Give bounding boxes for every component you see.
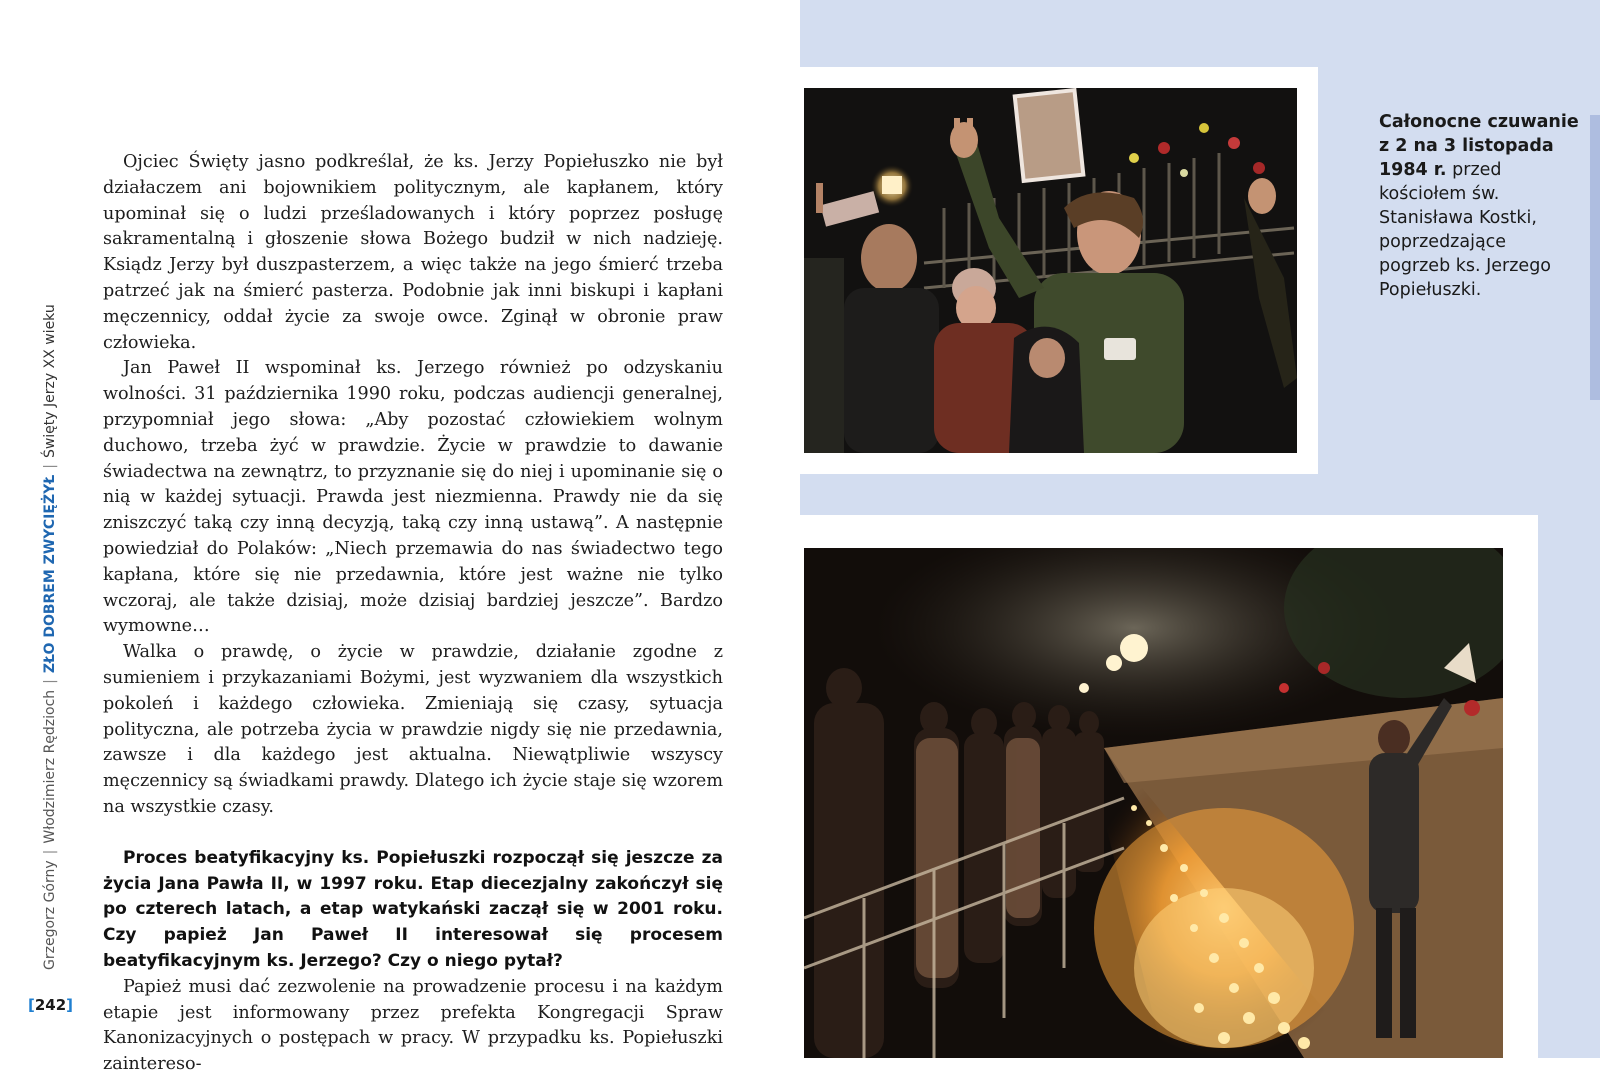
page-number — [28, 996, 73, 1014]
article-body — [103, 150, 723, 1078]
caption-bold: Całonocne czuwanie z 2 na 3 listopada 1984 r. — [1379, 112, 1579, 180]
interview-question: Proces beatyfikacyjny ks. Popiełuszki rozpoczął się jeszcze za życia Jana Pawła II, w 1997 roku. Etap diecezjalny zakończył się po czterech latach, a etap watykański zaczął się w 2001 roku. Czy papież Jan Paweł II interesował się procesem beatyfikacyjnym ks. Jerzego? Czy o niego pytał? — [103, 847, 723, 971]
photo-candles-illustration — [804, 548, 1503, 1058]
article-paragraph: Ojciec Święty jasno podkreślał, że ks. Jerzy Popiełuszko nie był działaczem ani bojownikiem politycznym, ale kapłanem, który upominał się o ludzi prześladowanych i który poprzez posługę sakramentalną i głoszenie słowa Bożego budził w nich nadzieję. Ksiądz Jerzy był duszpasterzem, a więc także na jego śmierć trzeba patrzeć jak na śmierć pasterza. Podobnie jak inni biskupi i kapłani męczennicy, oddał życie za swoje owce. Zginął w obronie praw człowieka. — [103, 152, 723, 353]
running-head-author: Grzegorz Górny — [42, 860, 58, 970]
caption-regular: przed kościołem św. Stanisława Kostki, poprzedzające pogrzeb ks. Jerzego Popiełuszki. — [1379, 160, 1552, 300]
page-number-value: 242 — [34, 996, 67, 1014]
running-head-coauthor: Włodzimierz Rędzioch — [42, 689, 58, 844]
running-head-book-title: ZŁO DOBREM ZWYCIĘŻYŁ — [42, 474, 58, 674]
separator: | — [42, 679, 58, 684]
article-paragraph: Walka o prawdę, o życie w prawdzie, działanie zgodne z sumieniem i przykazaniami Bożymi, jest wyzwaniem dla wszystkich pokoleń i każdego człowieka. Zmieniają się czasy, sytuacja polityczna, ale potrzeba życia w prawdzie nigdy się nie przedawnia, zawsze i dla każdego jest aktualna. Niewątpliwie wszyscy męczennicy są świadkami prawdy. Dlatego ich życie staje się wzorem na wszystkie czasy. — [103, 642, 723, 817]
interview-answer: Papież musi dać zezwolenie na prowadzenie procesu i na każdym etapie jest informowany przez prefekta Kongregacji Spraw Kanonizacyjnych o postępach w pracy. W przypadku ks. Popiełuszki zaintereso- — [103, 976, 723, 1075]
photo-vigil-crowd-illustration — [804, 88, 1297, 453]
page-number-bracket-left: [ — [28, 996, 35, 1014]
article-paragraph: Jan Paweł II wspominał ks. Jerzego również po odzyskaniu wolności. 31 października 1990 roku, podczas audiencji generalnej, przypomniał jego słowa: „Aby pozostać człowiekiem wolnym duchowo, trzeba żyć w prawdzie. Życie w prawdzie to dawanie świadectwa na zewnątrz, to przyznanie się do niej i upominanie się o nią w każdej sytuacji. Prawda jest niezmienna. Prawdy nie da się zniszczyć taką czy inną decyzją, taką czy inną ustawą”. A następnie powiedział do Polaków: „Niech przemawia do nas świadectwo tego kapłana, które się nie przedawnia, które jest ważne nie tylko wczoraj, ale także dzisiaj, może dzisiaj bardziej jeszcze”. Bardzo wymowne… — [103, 358, 723, 637]
photo-caption — [1379, 110, 1579, 302]
separator: | — [42, 849, 58, 855]
running-head-chapter: Święty Jerzy XX wieku — [42, 304, 58, 459]
edge-accent-bar — [1590, 115, 1600, 400]
photo-vigil-crowd — [804, 88, 1297, 453]
running-head — [42, 304, 58, 970]
page-number-bracket-right: ] — [66, 996, 74, 1014]
photo-candles-wall — [804, 548, 1503, 1058]
separator: | — [42, 464, 58, 469]
